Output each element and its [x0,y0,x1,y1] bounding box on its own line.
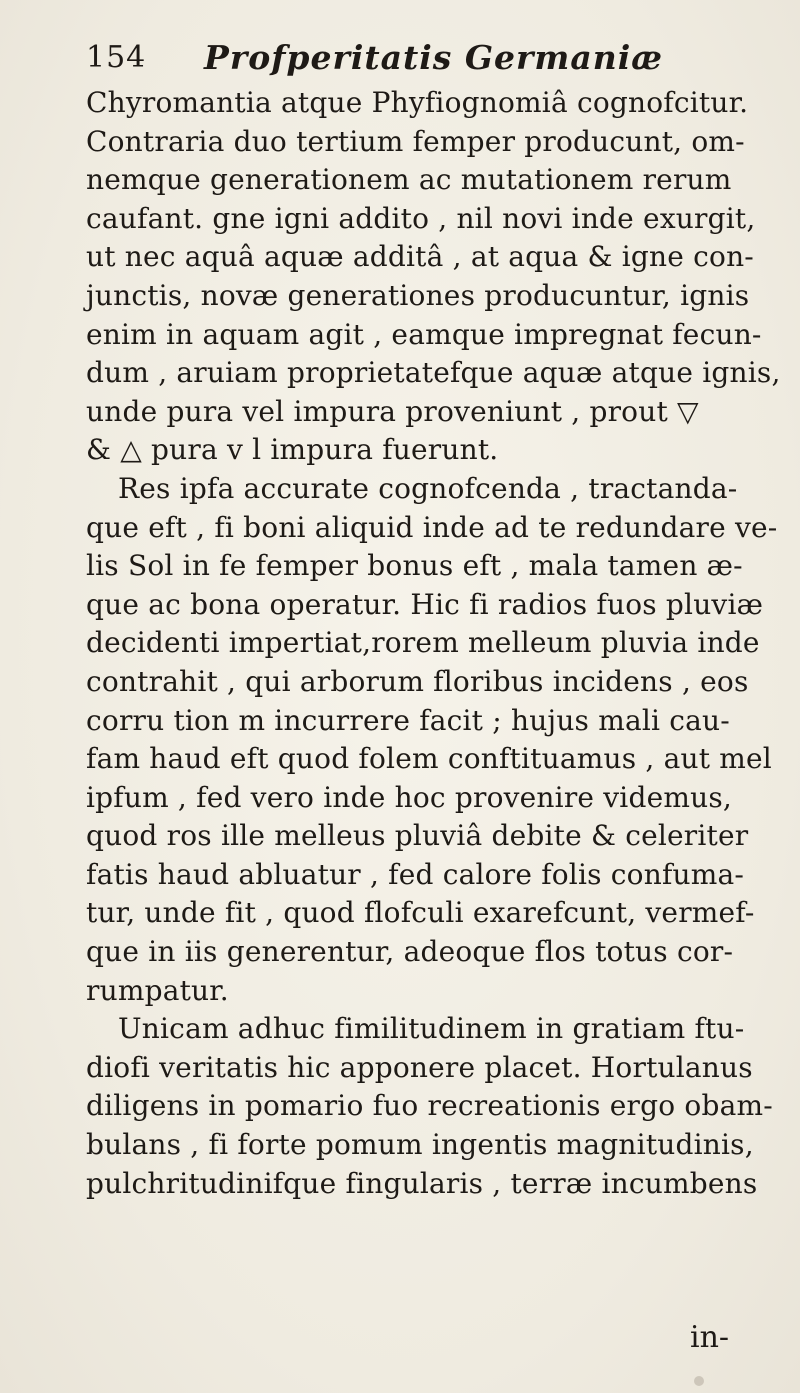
text-line: lis Sol in fe femper bonus eft , mala tamen æ- [86,549,743,583]
text-line: corru tion m incurrere facit ; hujus mali cau- [86,703,730,737]
text-line: Contraria duo tertium femper producunt, om- [86,124,745,158]
body-text [86,84,786,1203]
paragraph-start-line: Res ipfa accurate cognofcenda , tractanda- [118,471,738,505]
text-line: bulans , fi forte pomum ingentis magnitudinis, [86,1128,754,1162]
paragraph-start-line: Unicam adhuc fimilitudinem in gratiam ftu- [118,1012,745,1046]
catchword: in- [690,1320,730,1355]
text-line: contrahit , qui arborum floribus incidens , eos [86,664,749,698]
text-line: dum , aruiam proprietatefque aquæ atque ignis, [86,356,781,390]
text-line: que in iis generentur, adeoque flos totus cor- [86,935,734,969]
text-line: que eft , fi boni aliquid inde ad te redundare ve- [86,510,778,544]
text-line: decidenti impertiat,rorem melleum pluvia inde [86,626,760,660]
ink-spot [694,1376,704,1386]
text-line: nemque generationem ac mutationem rerum [86,163,732,197]
text-line: fatis haud abluatur , fed calore folis confuma- [86,857,745,891]
text-line: enim in aquam agit , eamque impregnat fecun- [86,317,762,351]
running-head [86,40,776,84]
text-line: tur, unde fit , quod flofculi exarefcunt, vermef- [86,896,755,930]
text-line: junctis, novæ generationes producuntur, ignis [86,278,750,312]
text-line: & △ pura v l impura fuerunt. [86,433,499,467]
text-line: fam haud eft quod folem conftituamus , aut mel [86,742,772,776]
text-line: diligens in pomario fuo recreationis ergo obam- [86,1089,773,1123]
text-line: pulchritudinifque fingularis , terræ incumbens [86,1166,758,1200]
text-line: rumpatur. [86,973,229,1007]
text-line: diofi veritatis hic apponere placet. Hortulanus [86,1050,753,1084]
text-line: ipfum , fed vero inde hoc provenire videmus, [86,780,732,814]
text-line: que ac bona operatur. Hic fi radios fuos pluviæ [86,587,764,621]
text-line: caufant. gne igni addito , nil novi inde exurgit, [86,201,756,235]
text-line: Chyromantia atque Phyfiognomiâ cognofcitur. [86,86,749,119]
text-line: unde pura vel impura proveniunt , prout ▽ [86,394,699,428]
page-number: 154 [86,40,147,75]
text-line: quod ros ille melleus pluviâ debite & celeriter [86,819,749,853]
text-line: ut nec aquâ aquæ additâ , at aqua & igne con- [86,240,754,274]
running-title: Profperitatis Germaniæ [204,38,664,77]
